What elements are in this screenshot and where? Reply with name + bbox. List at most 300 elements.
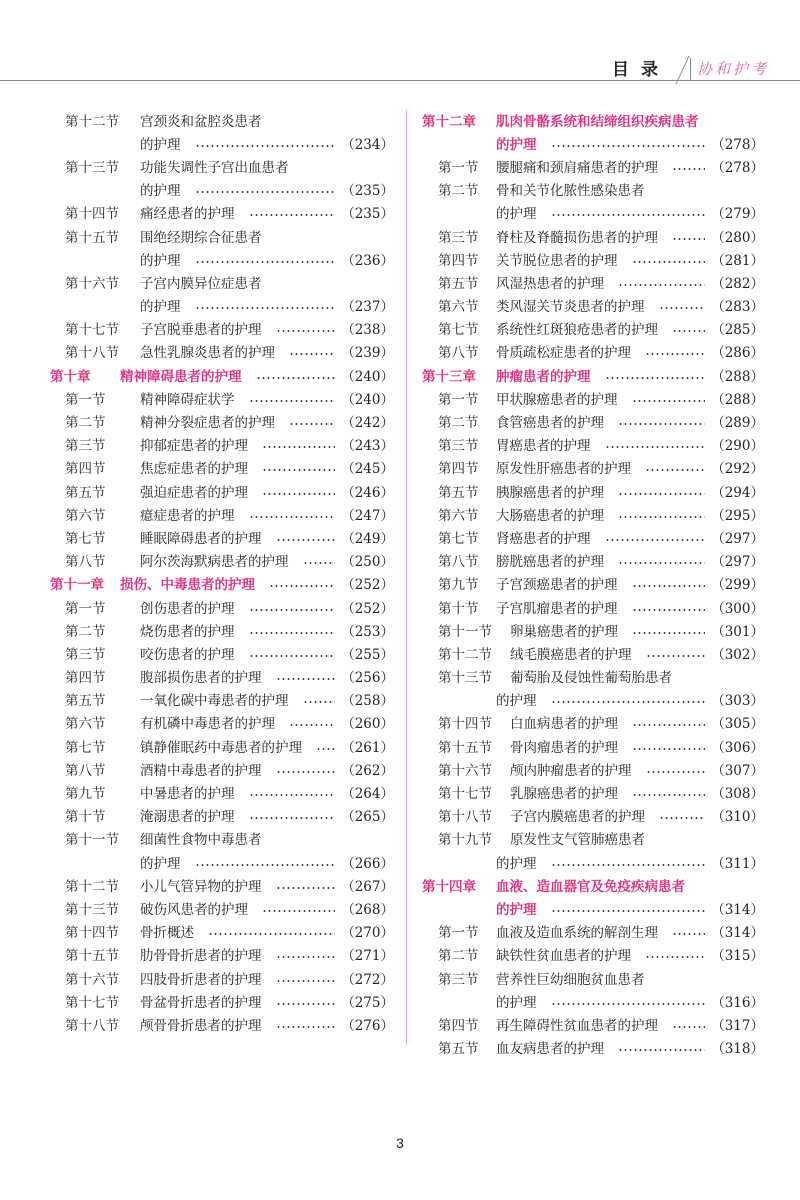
toc-entry-continuation xyxy=(422,201,764,224)
dot-leader xyxy=(249,817,336,819)
entry-page: （245） xyxy=(341,461,394,478)
entry-title: 精神分裂症患者的护理 xyxy=(140,415,275,432)
dot-leader xyxy=(276,678,336,680)
toc-section-entry xyxy=(422,409,764,432)
entry-label: 第六节 xyxy=(65,507,106,524)
toc-section-entry xyxy=(422,479,764,502)
entry-title: 睡眠障碍患者的护理 xyxy=(140,530,262,547)
dot-leader xyxy=(659,307,706,309)
entry-title: 缺铁性贫血患者的护理 xyxy=(496,948,631,965)
entry-label: 第二节 xyxy=(438,183,479,200)
toc-section-entry xyxy=(50,827,394,850)
entry-label: 第十七节 xyxy=(438,786,492,803)
toc-right-column xyxy=(422,108,764,1059)
entry-page: （279） xyxy=(711,206,764,223)
toc-section-entry xyxy=(422,595,764,618)
entry-label: 第十三节 xyxy=(65,901,119,918)
entry-label: 第十二节 xyxy=(65,113,119,130)
dot-leader xyxy=(551,910,706,912)
dot-leader xyxy=(289,423,335,425)
entry-page: （271） xyxy=(341,948,394,965)
entry-page: （311） xyxy=(711,855,764,872)
toc-section-entry xyxy=(422,247,764,270)
entry-title: 葡萄胎及侵蚀性葡萄胎患者 xyxy=(510,670,672,687)
entry-page: （303） xyxy=(711,693,764,710)
entry-title: 痛经患者的护理 xyxy=(140,206,235,223)
toc-chapter-entry xyxy=(422,873,764,896)
entry-label: 第十一节 xyxy=(438,623,492,640)
entry-label: 第十九节 xyxy=(438,832,492,849)
entry-page: （278） xyxy=(711,136,764,153)
entry-page: （264） xyxy=(341,786,394,803)
entry-title: 腹部损伤患者的护理 xyxy=(140,670,262,687)
toc-section-entry xyxy=(422,734,764,757)
entry-title: 食管癌患者的护理 xyxy=(496,415,604,432)
toc-section-entry xyxy=(50,224,394,247)
entry-page: （236） xyxy=(341,252,394,269)
toc-section-entry xyxy=(50,549,394,572)
entry-page: （270） xyxy=(341,925,394,942)
entry-title: 四肢骨折患者的护理 xyxy=(140,971,262,988)
entry-label: 第十四章 xyxy=(422,878,476,895)
toc-entry-continuation xyxy=(422,688,764,711)
entry-title: 的护理 xyxy=(496,693,537,710)
toc-section-entry xyxy=(422,386,764,409)
entry-label: 第十三节 xyxy=(438,670,492,687)
entry-title: 胰腺癌患者的护理 xyxy=(496,484,604,501)
entry-label: 第三节 xyxy=(65,646,106,663)
entry-title: 镇静催眠药中毒患者的护理 xyxy=(140,739,302,756)
entry-page: （239） xyxy=(341,345,394,362)
dot-leader xyxy=(672,1026,705,1028)
entry-title: 创伤患者的护理 xyxy=(140,600,235,617)
dot-leader xyxy=(618,423,705,425)
entry-title: 破伤风患者的护理 xyxy=(140,901,248,918)
entry-page: （281） xyxy=(711,252,764,269)
dot-leader xyxy=(195,191,336,193)
entry-page: （237） xyxy=(341,299,394,316)
toc-section-entry xyxy=(422,641,764,664)
entry-title: 子宫脱垂患者的护理 xyxy=(140,322,262,339)
dot-leader xyxy=(276,887,336,889)
entry-title: 的护理 xyxy=(140,136,181,153)
entry-page: （249） xyxy=(341,530,394,547)
entry-title: 子宫内膜异位症患者 xyxy=(140,275,262,292)
toc-section-entry xyxy=(50,804,394,827)
entry-title: 再生障碍性贫血患者的护理 xyxy=(496,1017,658,1034)
toc-section-entry xyxy=(50,386,394,409)
entry-label: 第三节 xyxy=(65,438,106,455)
entry-label: 第十节 xyxy=(438,600,479,617)
entry-label: 第十二章 xyxy=(422,113,476,130)
entry-title: 原发性肝癌患者的护理 xyxy=(496,461,631,478)
toc-chapter-entry xyxy=(422,363,764,386)
entry-label: 第一节 xyxy=(438,925,479,942)
entry-page: （282） xyxy=(711,275,764,292)
toc-section-entry xyxy=(50,734,394,757)
header-title: 目录 xyxy=(612,60,670,80)
dot-leader xyxy=(605,446,706,448)
dot-leader xyxy=(605,539,706,541)
entry-page: （253） xyxy=(341,623,394,640)
entry-page: （235） xyxy=(341,206,394,223)
dot-leader xyxy=(276,980,336,982)
entry-label: 第一节 xyxy=(438,391,479,408)
dot-leader xyxy=(618,284,705,286)
entry-title: 阿尔茨海默病患者的护理 xyxy=(140,554,289,571)
toc-section-entry xyxy=(422,340,764,363)
toc-section-entry xyxy=(422,572,764,595)
dot-leader xyxy=(195,145,336,147)
entry-label: 第十七节 xyxy=(65,994,119,1011)
dot-leader xyxy=(646,771,706,773)
entry-page: （297） xyxy=(711,530,764,547)
toc-section-entry xyxy=(422,920,764,943)
dot-leader xyxy=(618,516,705,518)
toc-section-entry xyxy=(422,224,764,247)
entry-page: （289） xyxy=(711,415,764,432)
dot-leader xyxy=(645,956,705,958)
toc-section-entry xyxy=(50,433,394,456)
toc-entry-continuation xyxy=(50,850,394,873)
entry-title: 子宫内膜癌患者的护理 xyxy=(510,809,645,826)
entry-label: 第十一节 xyxy=(65,832,119,849)
entry-title: 营养性巨幼细胞贫血患者 xyxy=(496,971,645,988)
header-divider-tick xyxy=(690,58,691,80)
dot-leader xyxy=(632,585,706,587)
toc-section-entry xyxy=(50,920,394,943)
toc-section-entry xyxy=(422,665,764,688)
entry-label: 第一节 xyxy=(65,391,106,408)
toc-section-entry xyxy=(422,502,764,525)
entry-label: 第六节 xyxy=(438,507,479,524)
toc-section-entry xyxy=(422,711,764,734)
entry-title: 血液及造血系统的解剖生理 xyxy=(496,925,658,942)
dot-leader xyxy=(551,864,706,866)
entry-label: 第九节 xyxy=(438,577,479,594)
dot-leader xyxy=(632,794,705,796)
entry-page: （268） xyxy=(341,901,394,918)
toc-entry-continuation xyxy=(422,896,764,919)
dot-leader xyxy=(646,655,706,657)
toc-section-entry xyxy=(422,525,764,548)
dot-leader xyxy=(195,261,336,263)
entry-page: （278） xyxy=(711,159,764,176)
entry-page: （283） xyxy=(711,299,764,316)
entry-label: 第四节 xyxy=(438,1017,479,1034)
entry-label: 第八节 xyxy=(65,554,106,571)
entry-title: 淹溺患者的护理 xyxy=(140,809,235,826)
entry-page: （258） xyxy=(341,693,394,710)
toc-section-entry xyxy=(50,665,394,688)
entry-title: 癔症患者的护理 xyxy=(140,507,235,524)
entry-label: 第十节 xyxy=(65,809,106,826)
entry-label: 第八节 xyxy=(65,762,106,779)
toc-section-entry xyxy=(50,479,394,502)
dot-leader xyxy=(276,771,336,773)
entry-page: （276） xyxy=(341,1017,394,1034)
entry-page: （240） xyxy=(341,368,394,385)
toc-section-entry xyxy=(50,595,394,618)
entry-label: 第十三章 xyxy=(422,368,476,385)
entry-label: 第二节 xyxy=(65,623,106,640)
dot-leader xyxy=(659,817,705,819)
toc-section-entry xyxy=(50,943,394,966)
toc-section-entry xyxy=(422,549,764,572)
toc-chapter-entry xyxy=(50,363,394,386)
toc-section-entry xyxy=(50,896,394,919)
entry-page: （307） xyxy=(711,762,764,779)
dot-leader xyxy=(618,1049,705,1051)
entry-title: 肾癌患者的护理 xyxy=(496,530,591,547)
header-rule xyxy=(0,80,690,81)
entry-page: （301） xyxy=(711,623,764,640)
entry-page: （238） xyxy=(341,322,394,339)
entry-title: 功能失调性子宫出血患者 xyxy=(140,159,289,176)
dot-leader xyxy=(632,261,706,263)
entry-label: 第九节 xyxy=(65,786,106,803)
entry-page: （302） xyxy=(711,646,764,663)
entry-label: 第八节 xyxy=(438,554,479,571)
entry-page: （306） xyxy=(711,739,764,756)
entry-title: 细菌性食物中毒患者 xyxy=(140,832,262,849)
entry-title: 骨折概述 xyxy=(140,925,194,942)
dot-leader xyxy=(551,145,706,147)
dot-leader xyxy=(195,307,336,309)
entry-page: （252） xyxy=(341,600,394,617)
toc-entry-continuation xyxy=(50,294,394,317)
entry-label: 第十八节 xyxy=(438,809,492,826)
dot-leader xyxy=(645,469,705,471)
entry-page: （308） xyxy=(711,786,764,803)
dot-leader xyxy=(605,377,706,379)
toc-section-entry xyxy=(422,1036,764,1059)
entry-page: （242） xyxy=(341,415,394,432)
toc-section-entry xyxy=(422,154,764,177)
entry-title: 的护理 xyxy=(140,252,181,269)
entry-page: （299） xyxy=(711,577,764,594)
entry-title: 肌肉骨骼系统和结缔组织疾病患者 xyxy=(496,113,699,130)
toc-section-entry xyxy=(50,989,394,1012)
entry-page: （262） xyxy=(341,762,394,779)
entry-page: （305） xyxy=(711,716,764,733)
entry-label: 第三节 xyxy=(438,229,479,246)
dot-leader xyxy=(672,330,705,332)
dot-leader xyxy=(276,956,336,958)
entry-title: 膀胱癌患者的护理 xyxy=(496,554,604,571)
dot-leader xyxy=(632,748,705,750)
dot-leader xyxy=(632,724,705,726)
toc-section-entry xyxy=(422,294,764,317)
entry-title: 血友病患者的护理 xyxy=(496,1041,604,1058)
entry-label: 第七节 xyxy=(438,530,479,547)
toc-section-entry xyxy=(50,780,394,803)
entry-page: （265） xyxy=(341,809,394,826)
entry-page: （297） xyxy=(711,554,764,571)
entry-page: （288） xyxy=(711,368,764,385)
dot-leader xyxy=(276,539,336,541)
entry-label: 第十八节 xyxy=(65,345,119,362)
entry-title: 有机磷中毒患者的护理 xyxy=(140,716,275,733)
dot-leader xyxy=(551,1003,706,1005)
dot-leader xyxy=(262,469,335,471)
column-divider xyxy=(406,110,407,1045)
toc-section-entry xyxy=(50,966,394,989)
entry-page: （250） xyxy=(341,554,394,571)
entry-label: 第十六节 xyxy=(65,275,119,292)
dot-leader xyxy=(289,353,335,355)
entry-title: 咬伤患者的护理 xyxy=(140,646,235,663)
entry-title: 抑郁症患者的护理 xyxy=(140,438,248,455)
entry-label: 第三节 xyxy=(438,971,479,988)
dot-leader xyxy=(262,493,335,495)
toc-entry-continuation xyxy=(422,850,764,873)
entry-title: 风湿热患者的护理 xyxy=(496,275,604,292)
dot-leader xyxy=(316,748,335,750)
entry-label: 第六节 xyxy=(65,716,106,733)
entry-page: （314） xyxy=(711,901,764,918)
entry-page: （260） xyxy=(341,716,394,733)
entry-page: （295） xyxy=(711,507,764,524)
toc-section-entry xyxy=(50,154,394,177)
entry-page: （255） xyxy=(341,646,394,663)
entry-page: （285） xyxy=(711,322,764,339)
entry-title: 的护理 xyxy=(140,183,181,200)
entry-label: 第七节 xyxy=(65,530,106,547)
dot-leader xyxy=(249,609,336,611)
dot-leader xyxy=(249,632,336,634)
entry-page: （246） xyxy=(341,484,394,501)
entry-label: 第十章 xyxy=(50,368,91,385)
entry-label: 第十三节 xyxy=(65,159,119,176)
entry-title: 骨肉瘤患者的护理 xyxy=(510,739,618,756)
entry-title: 损伤、中毒患者的护理 xyxy=(120,577,255,594)
entry-label: 第五节 xyxy=(65,693,106,710)
entry-label: 第十二节 xyxy=(65,878,119,895)
toc-section-entry xyxy=(422,966,764,989)
toc-section-entry xyxy=(422,757,764,780)
dot-leader xyxy=(289,724,335,726)
dot-leader xyxy=(672,933,705,935)
toc-section-entry xyxy=(50,525,394,548)
toc-section-entry xyxy=(50,201,394,224)
dot-leader xyxy=(618,493,705,495)
toc-chapter-entry xyxy=(50,572,394,595)
entry-title: 强迫症患者的护理 xyxy=(140,484,248,501)
entry-title: 类风湿关节炎患者的护理 xyxy=(496,299,645,316)
entry-label: 第五节 xyxy=(438,275,479,292)
dot-leader xyxy=(269,585,335,587)
toc-section-entry xyxy=(422,433,764,456)
entry-page: （288） xyxy=(711,391,764,408)
dot-leader xyxy=(262,446,335,448)
entry-title: 小儿气管异物的护理 xyxy=(140,878,262,895)
toc-entry-continuation xyxy=(422,989,764,1012)
entry-title: 宫颈炎和盆腔炎患者 xyxy=(140,113,262,130)
entry-label: 第五节 xyxy=(65,484,106,501)
entry-title: 甲状腺癌患者的护理 xyxy=(496,391,618,408)
toc-section-entry xyxy=(50,711,394,734)
entry-label: 第五节 xyxy=(438,484,479,501)
toc-section-entry xyxy=(50,340,394,363)
entry-title: 精神障碍患者的护理 xyxy=(120,368,242,385)
toc-chapter-entry xyxy=(422,108,764,131)
toc-section-entry xyxy=(50,270,394,293)
entry-page: （314） xyxy=(711,925,764,942)
entry-title: 的护理 xyxy=(140,299,181,316)
entry-label: 第四节 xyxy=(438,252,479,269)
toc-section-entry xyxy=(422,270,764,293)
entry-title: 肋骨骨折患者的护理 xyxy=(140,948,262,965)
dot-leader xyxy=(249,400,336,402)
dot-leader xyxy=(249,214,336,216)
entry-label: 第七节 xyxy=(438,322,479,339)
dot-leader xyxy=(632,609,706,611)
entry-label: 第十六节 xyxy=(438,762,492,779)
dot-leader xyxy=(276,330,336,332)
entry-title: 子宫颈癌患者的护理 xyxy=(496,577,618,594)
entry-label: 第一节 xyxy=(65,600,106,617)
entry-title: 系统性红斑狼疮患者的护理 xyxy=(496,322,658,339)
entry-label: 第二节 xyxy=(438,948,479,965)
entry-label: 第十五节 xyxy=(438,739,492,756)
entry-page: （280） xyxy=(711,229,764,246)
entry-label: 第四节 xyxy=(65,461,106,478)
entry-label: 第二节 xyxy=(438,415,479,432)
entry-label: 第十五节 xyxy=(65,229,119,246)
dot-leader xyxy=(672,238,705,240)
toc-section-entry xyxy=(422,317,764,340)
brand-logo: 协和护考 xyxy=(697,60,770,78)
toc-section-entry xyxy=(422,618,764,641)
entry-title: 子宫肌瘤患者的护理 xyxy=(496,600,618,617)
entry-label: 第七节 xyxy=(65,739,106,756)
dot-leader xyxy=(195,864,336,866)
entry-page: （272） xyxy=(341,971,394,988)
toc-left-column xyxy=(50,108,394,1036)
toc-section-entry xyxy=(50,317,394,340)
dot-leader xyxy=(276,1026,336,1028)
entry-title: 胃癌患者的护理 xyxy=(496,438,591,455)
entry-page: （317） xyxy=(711,1017,764,1034)
entry-label: 第三节 xyxy=(438,438,479,455)
dot-leader xyxy=(632,400,706,402)
entry-title: 大肠癌患者的护理 xyxy=(496,507,604,524)
entry-title: 绒毛膜癌患者的护理 xyxy=(510,646,632,663)
entry-page: （316） xyxy=(711,994,764,1011)
entry-page: （234） xyxy=(341,136,394,153)
page-number: 3 xyxy=(396,1135,404,1151)
entry-page: （240） xyxy=(341,391,394,408)
toc-section-entry xyxy=(422,456,764,479)
dot-leader xyxy=(249,516,336,518)
entry-title: 的护理 xyxy=(140,855,181,872)
entry-label: 第十八节 xyxy=(65,1017,119,1034)
entry-page: （292） xyxy=(711,461,764,478)
entry-page: （235） xyxy=(341,183,394,200)
entry-page: （252） xyxy=(341,577,394,594)
toc-section-entry xyxy=(422,804,764,827)
entry-page: （256） xyxy=(341,670,394,687)
entry-page: （266） xyxy=(341,855,394,872)
entry-title: 骨盆骨折患者的护理 xyxy=(140,994,262,1011)
toc-section-entry xyxy=(50,502,394,525)
entry-page: （275） xyxy=(341,994,394,1011)
dot-leader xyxy=(262,910,335,912)
dot-leader xyxy=(256,377,336,379)
toc-entry-continuation xyxy=(50,131,394,154)
entry-label: 第五节 xyxy=(438,1041,479,1058)
